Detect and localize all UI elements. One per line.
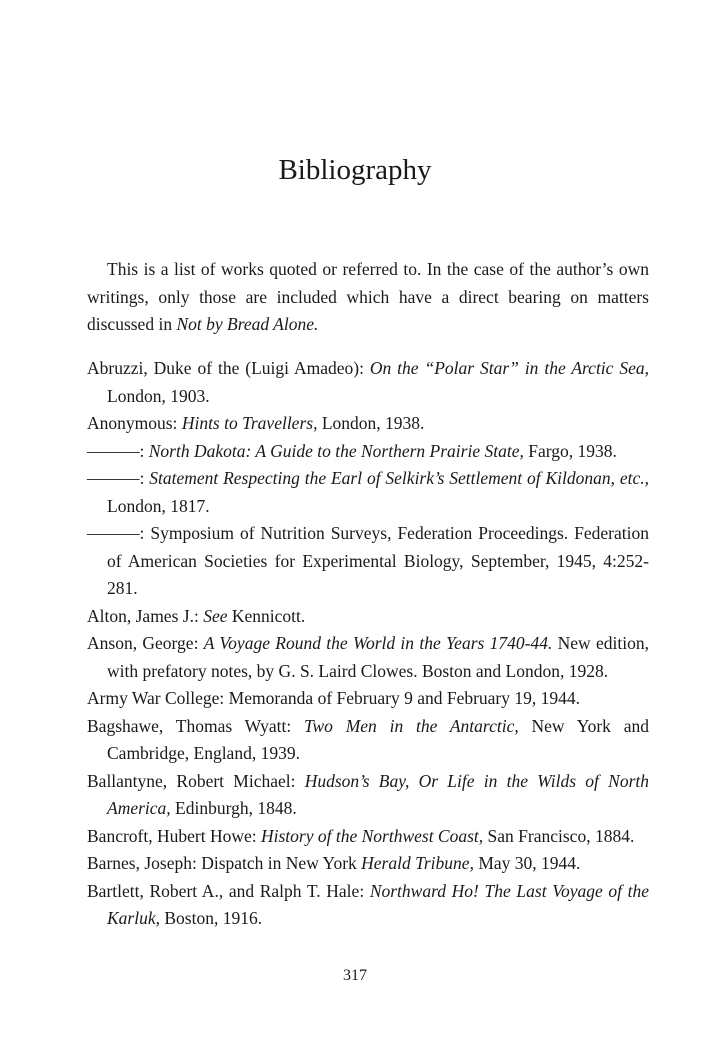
intro-paragraph (87, 256, 649, 339)
bibliography-entry (87, 685, 649, 713)
entry-text: ———: (87, 468, 150, 488)
bibliography-entry (87, 713, 649, 768)
entry-text: ———: Symposium of Nutrition Surveys, Federation Proceedings. Federation of American Societies for Experimental Biology, September, 1945, 4:252-281. (87, 523, 649, 598)
entry-text: Barnes, Joseph: Dispatch in New York (87, 853, 362, 873)
entry-text: Bartlett, Robert A., and Ralph T. Hale: (87, 880, 370, 901)
entry-title: Hudson’s Bay, Or Life in the Wilds of North America, (107, 770, 649, 818)
entry-text: Boston, 1916. (160, 908, 263, 928)
entry-text: Kennicott. (227, 605, 306, 626)
bibliography-entry (87, 823, 649, 851)
bibliography-entry (87, 768, 649, 823)
entry-text: May 30, 1944. (473, 853, 581, 873)
entry-title: On the “Polar Star” in the Arctic Sea, (369, 358, 649, 378)
entry-title: Statement Respecting the Earl of Selkirk’s Settlement of Kildonan, etc., (149, 468, 649, 488)
entry-text: Bagshawe, Thomas Wyatt: (87, 715, 305, 736)
entry-text: Alton, James J.: (87, 605, 204, 626)
intro-book-title: Not by Bread Alone. (176, 314, 319, 334)
entry-text: New edition, with prefatory notes, by G. S. Laird Clowes. Boston and London, 1928. (107, 633, 649, 681)
bibliography-entry (87, 520, 649, 603)
entry-title: See (203, 605, 228, 626)
entry-text: Anonymous: (87, 413, 182, 433)
bibliography-list (87, 355, 649, 933)
bibliography-entry (87, 355, 649, 410)
entry-text: San Francisco, 1884. (483, 825, 635, 846)
bibliography-entry (87, 410, 649, 438)
entry-title: Northward Ho! The Last Voyage of the Karluk, (107, 880, 650, 928)
bibliography-entry (87, 603, 649, 631)
entry-text: New York and Cambridge, England, 1939. (107, 715, 649, 763)
entry-title: History of the Northwest Coast, (260, 825, 484, 846)
bibliography-entry (87, 850, 649, 878)
page-title: Bibliography (278, 154, 432, 186)
bibliography-entry (87, 438, 649, 466)
entry-title: Herald Tribune, (361, 853, 474, 873)
entry-text: Abruzzi, Duke of the (Luigi Amadeo): (87, 358, 370, 378)
entry-text: London, 1817. (107, 495, 210, 516)
entry-title: Two Men in the Antarctic, (304, 715, 519, 736)
entry-text: Fargo, 1938. (523, 440, 617, 461)
entry-text: Edinburgh, 1848. (170, 798, 297, 818)
page-number: 317 (343, 967, 367, 984)
entry-title: North Dakota: A Guide to the Northern Prairie State, (148, 440, 524, 461)
entry-text: Army War College: Memoranda of February 9 and February 19, 1944. (87, 688, 581, 708)
entry-text: Bancroft, Hubert Howe: (87, 825, 261, 846)
bibliography-entry (87, 465, 649, 520)
entry-text: Anson, George: (87, 633, 204, 653)
entry-text: Ballantyne, Robert Michael: (87, 770, 305, 791)
bibliography-entry (87, 878, 649, 933)
intro-text: This is a list of works quoted or referred to. In the case of the author’s own writings, only those are included which have a direct bearing on matters discussed in (87, 259, 649, 334)
entry-text: London, 1938. (317, 413, 425, 433)
entry-title: A Voyage Round the World in the Years 1740-44. (203, 633, 553, 653)
entry-text: ———: (87, 440, 149, 461)
bibliography-entry (87, 630, 649, 685)
entry-text: London, 1903. (107, 385, 210, 406)
entry-title: Hints to Travellers, (181, 413, 318, 433)
